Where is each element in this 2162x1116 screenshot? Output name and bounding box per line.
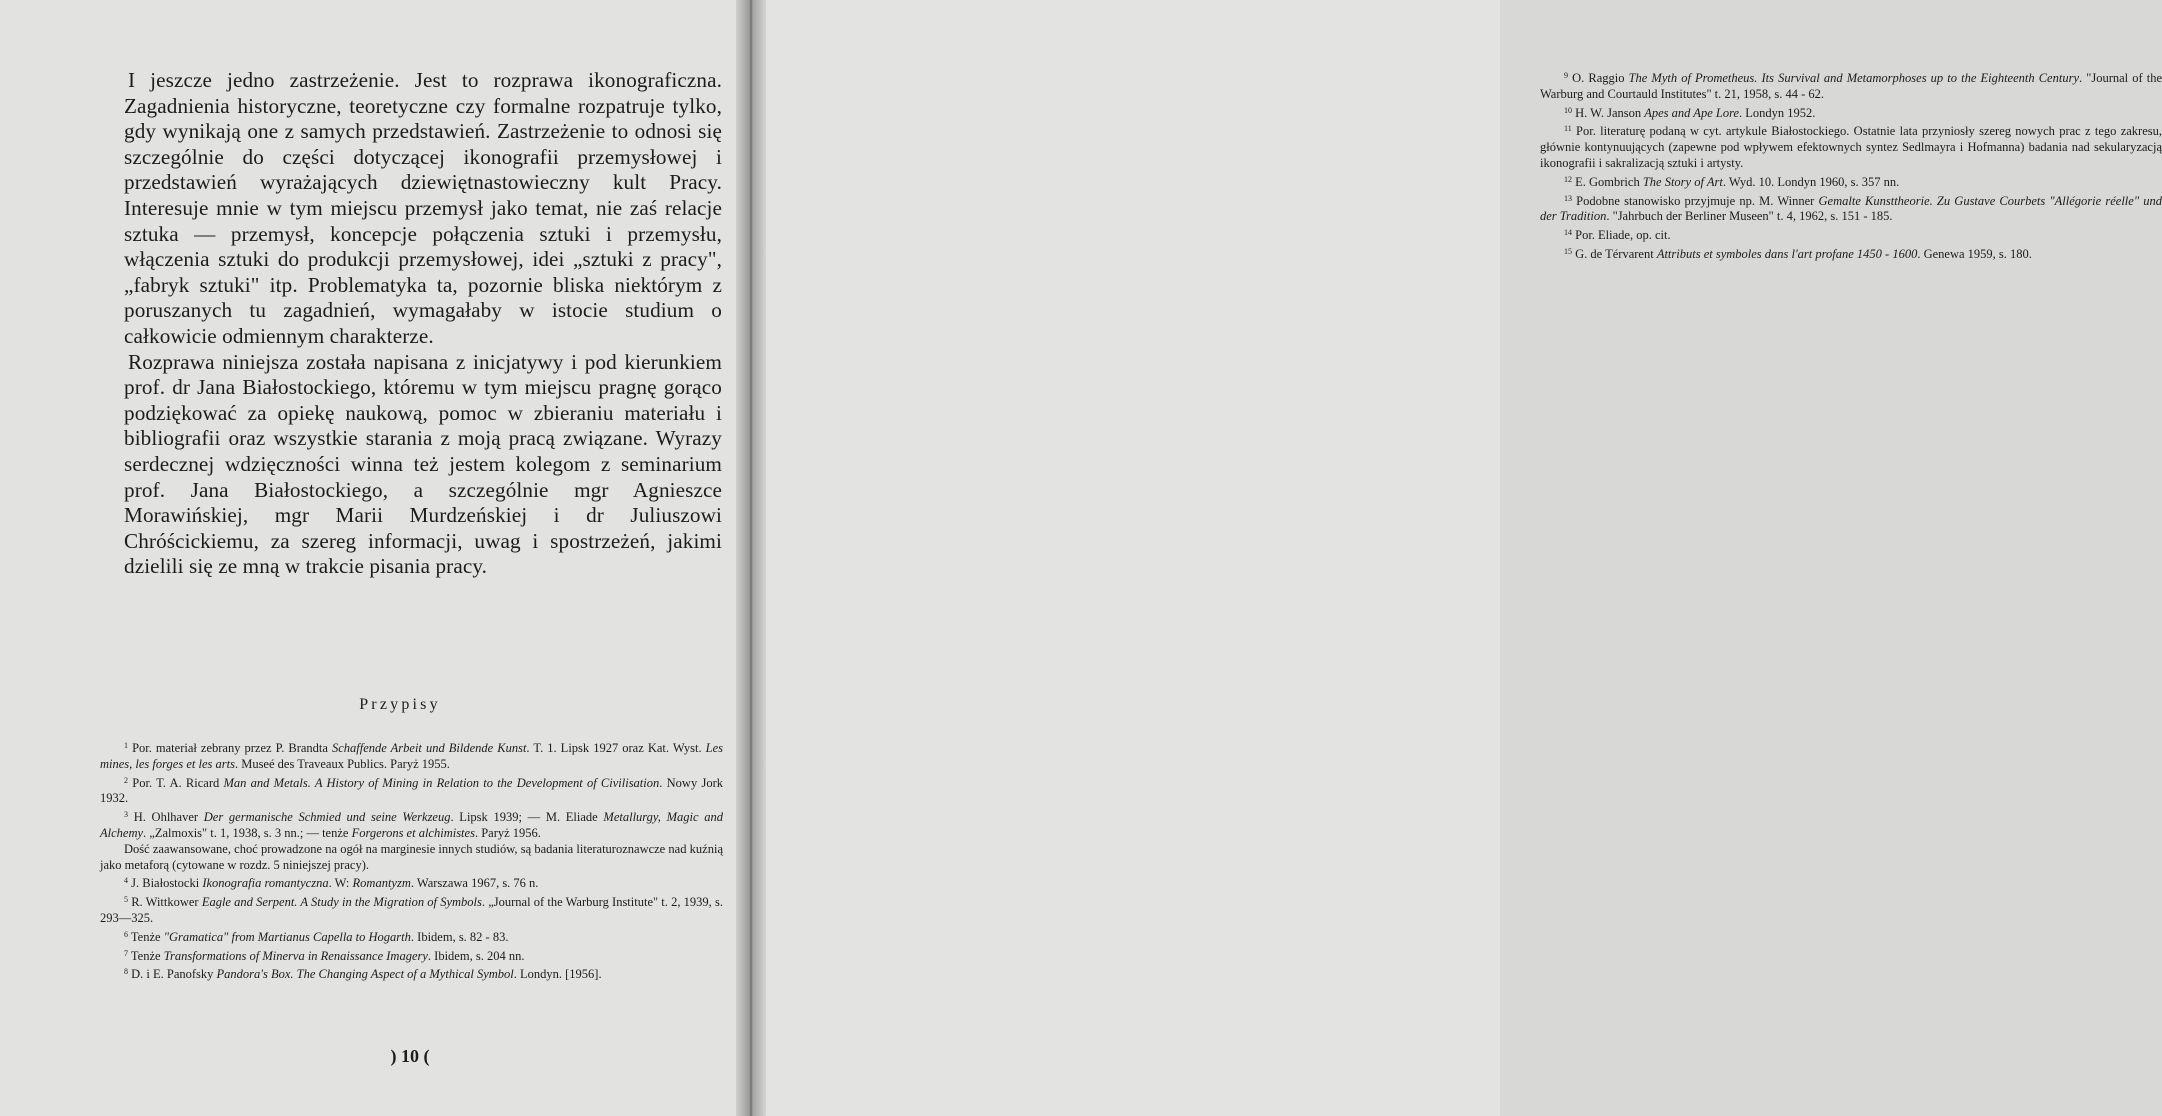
footnote-text: . „Zalmoxis" t. 1, 1938, s. 3 nn.; — tenże [143, 825, 352, 840]
footnote [1540, 103, 2162, 122]
footnote-text: . Ibidem, s. 82 - 83. [410, 929, 509, 944]
book-gutter [736, 0, 766, 1116]
footnote-text: . Ibidem, s. 204 nn. [427, 948, 525, 963]
footnote [1540, 121, 2162, 171]
footnote [1540, 225, 2162, 244]
footnote-number: 14 [1564, 228, 1572, 238]
footnote-title-italic: The Story of Art [1642, 174, 1723, 189]
footnote-title-italic: Apes and Ape Lore [1644, 105, 1740, 120]
footnote-number: 1 [124, 741, 128, 750]
footnote [100, 738, 723, 773]
footnote-text: O. Raggio [1572, 71, 1629, 85]
footnote-number: 9 [1564, 71, 1568, 80]
main-text [124, 68, 722, 580]
right-page [752, 0, 2162, 1116]
footnote-title-italic: "Gramatica" from Martianus Capella to Hogarth [163, 929, 411, 944]
footnote-text: Dość zaawansowane, choć prowadzone na ogół na marginesie innych studiów, są badania literaturoznawcze nad kuźnią jako metaforą (cytowane w rozdz. 5 niniejszej pracy). [100, 841, 723, 872]
footnote-text: . Londyn 1952. [1739, 105, 1816, 120]
footnote-number: 12 [1564, 174, 1572, 184]
left-page [0, 0, 748, 1116]
footnote-number: 4 [124, 876, 128, 886]
footnote-text: . "Jahrbuch der Berliner Museen" t. 4, 1962, s. 151 - 185. [1606, 209, 1893, 224]
footnote-text: . Genewa 1959, s. 180. [1917, 246, 2032, 261]
footnote [1540, 172, 2162, 191]
footnote-text: Tenże [130, 929, 164, 944]
footnote-text: . "Journal of the Warburg and Courtauld Institutes" t. 21, 1958, s. 44 - 62. [1540, 71, 2162, 101]
footnote-text: R. Wittkower [131, 895, 202, 910]
footnote [100, 842, 723, 874]
footnote-title-italic: Der germanische Schmied und seine Werkzeug [203, 810, 451, 825]
footnote [100, 892, 723, 927]
footnote-title-italic: Ikonografia romantyczna [202, 876, 329, 891]
footnote-title-italic: Man and Metals. A History of Mining in Relation to the Development of Civilisation [223, 775, 660, 790]
footnote-text: . T. 1. Lipsk 1927 oraz Kat. Wyst. [526, 741, 706, 755]
footnote-title-italic: The Myth of Prometheus. Its Survival and Metamorphoses up to the Eighteenth Century [1628, 71, 2079, 85]
footnote-title-italic: Schaffende Arbeit und Bildende Kunst [332, 741, 527, 755]
footnote-text: . W: [328, 876, 353, 891]
footnote-number: 13 [1564, 193, 1572, 203]
footnote-title-italic: Forgerons et alchimistes [351, 825, 475, 840]
footnote-text: . „Journal of the Warburg Institute" t. 2, 1939, s. 293—325. [100, 895, 723, 925]
footnote-text: . Warszawa 1967, s. 76 n. [410, 876, 539, 891]
footnote-text: . Lipsk 1939; — M. Eliade [450, 810, 604, 825]
footnote-number: 10 [1564, 105, 1572, 115]
footnote-text: . Wyd. 10. Londyn 1960, s. 357 nn. [1722, 174, 1900, 189]
footnote-text: Por. literaturę podaną w cyt. artykule Białostockiego. Ostatnie lata przyniosły szereg nowych prac z tego zakresu, głównie kontynuujących (zapewne pod wpływem efektownych syntez Sedlmayra i Hofmanna) badania nad sekularyzacją ikonografii i sakralizacją sztuki i artysty. [1540, 124, 2162, 170]
footnote-number: 8 [124, 967, 128, 977]
footnote-number: 7 [124, 948, 128, 958]
footnote-number: 6 [124, 929, 128, 939]
footnote-number: 2 [124, 775, 128, 785]
paragraph-2-text: Rozprawa niniejsza została napisana z inicjatywy i pod kierunkiem prof. dr Jana Białostockiego, któremu w tym miejscu pragnę gorąco podziękować za opiekę naukową, pomoc w zbieraniu materiału i bibliografii oraz wszystkie starania z moją pracą związane. Wyrazy serdecznej wdzięczności winna też jestem kolegom z seminarium prof. Jana Białostockiego, a szczególnie mgr Agnieszce Morawińskiej, mgr Marii Murdzeńskiej i dr Juliuszowi Chróścickiemu, za szereg informacji, uwag i spostrzeżeń, jakimi dzielili się ze mną w trakcie pisania pracy. [124, 349, 722, 579]
footnote [100, 946, 723, 965]
footnotes-heading: Przypisy [359, 696, 441, 713]
footnote-text: . Londyn. [1956]. [513, 967, 602, 982]
footnote-text: E. Gombrich [1575, 174, 1643, 189]
footnote-title-italic: Gemalte Kunsttheorie. Zu Gustave Courbets "Allégorie réelle" und der Tradition [1540, 193, 2162, 224]
footnote [100, 807, 723, 842]
footnotes-left [100, 738, 723, 983]
footnotes-right [1540, 68, 2162, 263]
footnote [100, 927, 723, 946]
footnote [1540, 68, 2162, 103]
footnote-text: Tenże [130, 948, 164, 963]
footnote-text: H. W. Janson [1575, 105, 1645, 120]
page-number: ) 10 ( [390, 1046, 430, 1066]
footnote-title-italic: Les mines, les forges et les arts [100, 741, 724, 771]
footnote [1540, 244, 2162, 263]
footnote [1540, 191, 2162, 226]
footnote-number: 3 [124, 810, 128, 820]
footnote [100, 964, 723, 983]
footnote-text: Por. T. A. Ricard [132, 775, 224, 790]
footnote [100, 773, 723, 808]
footnote [100, 873, 723, 892]
footnote-title-italic: Romantyzm [352, 876, 411, 891]
footnote-text: . Nowy Jork 1932. [100, 775, 723, 806]
footnote-text: Por. Eliade, op. cit. [1575, 228, 1671, 243]
footnote-text: G. de Térvarent [1575, 246, 1657, 261]
footnote-title-italic: Eagle and Serpent. A Study in the Migration of Symbols [201, 895, 482, 910]
paragraph-1 [124, 68, 722, 350]
paragraph-2 [124, 350, 722, 580]
footnote-title-italic: Metallurgy, Magic and Alchemy [100, 810, 723, 840]
footnote-text: . Museé des Traveaux Publics. Paryż 1955. [234, 756, 450, 771]
footnote-title-italic: Transformations of Minerva in Renaissance Imagery [163, 948, 428, 963]
footnote-text: Por. materiał zebrany przez P. Brandta [132, 741, 332, 755]
footnote-title-italic: Pandora's Box. The Changing Aspect of a Mythical Symbol [216, 967, 514, 982]
footnote-title-italic: Attributs et symboles dans l'art profane 1450 - 1600 [1656, 246, 1918, 261]
footnote-text: Podobne stanowisko przyjmuje np. M. Winner [1576, 193, 1819, 208]
paragraph-1-text: I jeszcze jedno zastrzeżenie. Jest to rozprawa ikonograficzna. Zagadnienia historyczne, teoretyczne czy formalne rozpatruje tylko, gdy wynikają one z samych przedstawień. Zastrzeżenie to odnosi się szczególnie do części dotyczącej ikonografii przemysłowej i przedstawień wyrażających dziewiętnastowieczny kult Pracy. Interesuje mnie w tym miejscu przemysł jako temat, nie zaś relacje sztuka — przemysł, koncepcje połączenia sztuki i przemysłu, włączenia sztuki do produkcji przemysłowej, idei „sztuki z pracy", „fabryk sztuki" itp. Problematyka ta, pozornie bliska niektórym z poruszanych tu zagadnień, wymagałaby w istocie studium o całkowicie odmiennym charakterze. [124, 68, 722, 348]
footnote-number: 11 [1564, 124, 1572, 134]
footnote-text: H. Ohlhaver [133, 810, 204, 825]
footnote-text: D. i E. Panofsky [131, 967, 217, 982]
footnote-text: J. Białostocki [131, 876, 203, 891]
footnote-number: 5 [124, 895, 128, 905]
footnote-text: . Paryż 1956. [474, 825, 541, 840]
footnote-number: 15 [1564, 246, 1572, 256]
